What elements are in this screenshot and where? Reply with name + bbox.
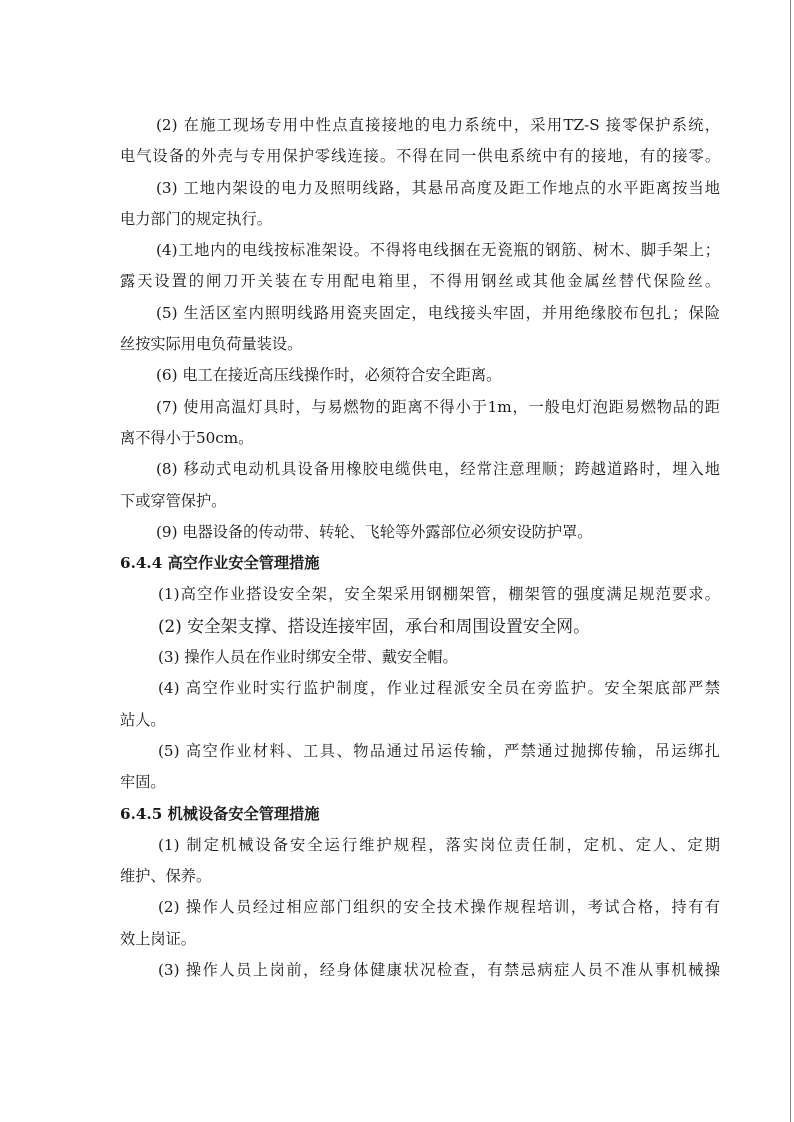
paragraph-line: 站人。	[120, 710, 166, 729]
document-body	[120, 110, 720, 986]
paragraph-line: 电气设备的外壳与专用保护零线连接。不得在同一供电系统中有的接地，有的接零。	[120, 147, 720, 166]
paragraph-line: 离不得小于50cm。	[120, 428, 254, 447]
paragraph-line: 丝按实际用电负荷量装设。	[120, 335, 303, 354]
scan-edge-line	[790, 0, 791, 1122]
section-heading-6-4-5: 6.4.5 机械设备安全管理措施	[120, 804, 320, 823]
paragraph-line: (2) 在施工现场专用中性点直接接地的电力系统中，采用TZ-S 接零保护系统，	[156, 116, 720, 134]
paragraph-line: (3) 操作人员在作业时绑安全带、戴安全帽。	[158, 648, 458, 667]
paragraph-line: (5) 高空作业材料、工具、物品通过吊运传输，严禁通过抛掷传输，吊运绑扎	[158, 741, 720, 760]
paragraph-line: (8) 移动式电动机具设备用橡胶电缆供电，经常注意理顺；跨越道路时，埋入地	[156, 460, 720, 479]
paragraph-line: (4)工地内的电线按标准架设。不得将电线捆在无瓷瓶的钢筋、树木、脚手架上；	[156, 241, 720, 260]
paragraph-line: (3) 工地内架设的电力及照明线路，其悬吊高度及距工作地点的水平距离按当地	[156, 178, 720, 197]
paragraph-line: 下或穿管保护。	[120, 491, 227, 510]
paragraph-line: 维护、保养。	[120, 867, 212, 886]
paragraph-line: (2) 操作人员经过相应部门组织的安全技术操作规程培训，考试合格，持有有	[158, 898, 720, 917]
paragraph-line: (5) 生活区室内照明线路用瓷夹固定，电线接头牢固，并用绝缘胶布包扎；保险	[156, 303, 720, 322]
paragraph-line: 效上岗证。	[120, 929, 196, 948]
paragraph-line: 露天设置的闸刀开关装在专用配电箱里，不得用钢丝或其他金属丝替代保险丝。	[120, 272, 720, 291]
paragraph-line: (9) 电器设备的传动带、转轮、飞轮等外露部位必须安设防护罩。	[156, 522, 593, 541]
paragraph-line: (1)高空作业搭设安全架，安全架采用钢棚架管，棚架管的强度满足规范要求。	[158, 585, 720, 604]
paragraph-line: (2) 安全架支撑、搭设连接牢固，承台和周围设置安全网。	[158, 615, 590, 636]
paragraph-line: (1) 制定机械设备安全运行维护规程，落实岗位责任制，定机、定人、定期	[158, 835, 720, 854]
paragraph-line: (6) 电工在接近高压线操作时，必须符合安全距离。	[156, 366, 502, 385]
section-heading-6-4-4: 6.4.4 高空作业安全管理措施	[120, 554, 320, 573]
paragraph-line: 电力部门的规定执行。	[120, 209, 272, 228]
paragraph-line: (7) 使用高温灯具时，与易燃物的距离不得小于1m，一般电灯泡距易燃物品的距	[156, 397, 720, 416]
paragraph-line: 牢固。	[120, 773, 166, 792]
paragraph-line: (4) 高空作业时实行监护制度，作业过程派安全员在旁监护。安全架底部严禁	[158, 679, 720, 698]
paragraph-line: (3) 操作人员上岗前，经身体健康状况检查，有禁忌病症人员不准从事机械操	[158, 961, 720, 980]
